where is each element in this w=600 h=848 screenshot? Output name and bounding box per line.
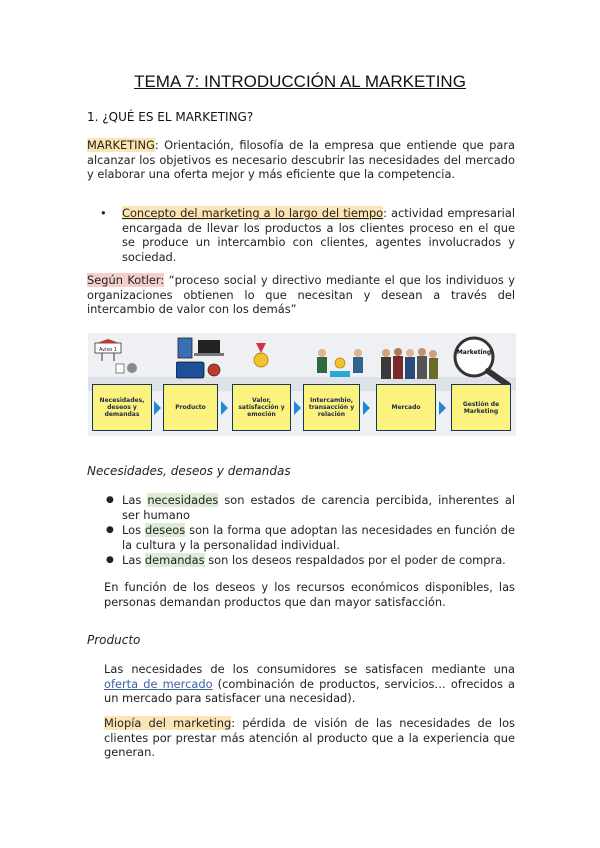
concepto-text-block	[122, 206, 515, 264]
bullet-post: son los deseos respaldados por el poder de compra.	[204, 553, 506, 567]
diagram-box-mercado: Mercado	[376, 384, 436, 431]
exchange-image	[314, 347, 368, 379]
producto-text-post: (combinación de productos, servicios… ofrecidos a un mercado para satisfacer una necesidad).	[104, 676, 515, 706]
page-title: TEMA 7: INTRODUCCIÓN AL MARKETING	[134, 72, 466, 91]
bullet-pre: Las	[122, 493, 148, 507]
section-heading: 1. ¿QUÉ ES EL MARKETING?	[87, 110, 254, 124]
diagram-arrow	[294, 401, 301, 415]
heading-necesidades: Necesidades, deseos y demandas	[87, 464, 291, 478]
sign-label: Aviso 1	[99, 347, 117, 353]
term-deseos: deseos	[145, 523, 186, 537]
bullet-pre: Los	[122, 523, 146, 537]
medal-image	[252, 343, 270, 371]
magnifier-label: Marketing	[456, 349, 492, 356]
concepto-text: : actividad empresarial encargada de llevar los productos a los clientes proceso en el que se produce un intercambio con clientes, agentes involucrados y sociedad.	[122, 206, 515, 264]
oferta-mercado-link[interactable]: oferta de mercado	[104, 676, 213, 691]
sign-image	[94, 339, 122, 357]
bullet-text	[122, 553, 515, 568]
diagram-arrow	[154, 401, 161, 415]
kotler-text: “proceso social y directivo mediante el que los individuos y organizaciones obtienen lo que necesitan y desean a través del intercambio de valor con los demás”	[87, 273, 515, 317]
diagram-box-producto: Producto	[163, 384, 218, 431]
diagram-box-valor: Valor, satisfacción y emoción	[232, 384, 291, 431]
marketing-text: : Orientación, filosofía de la empresa que entiende que para alcanzar los objetivos es necesario descubrir las necesidades del mercado y elaborar una oferta mejor y más eficiente que la competencia.	[87, 138, 515, 182]
diagram-box-intercambio: Intercambio, transacción y relación	[303, 384, 360, 431]
miopia-paragraph	[104, 716, 515, 760]
magnifier-image	[450, 335, 510, 387]
diagram-box-necesidades: Necesidades, deseos y demandas	[92, 384, 152, 431]
devices-image	[176, 336, 228, 380]
concepto-term: Concepto del marketing a lo largo del tiempo	[122, 206, 384, 220]
bullet-post: son la forma que adoptan las necesidades en función de la cultura y la personalidad individual.	[122, 523, 515, 552]
bullet-marker: ●	[106, 495, 114, 505]
diagram-arrow	[363, 401, 370, 415]
bullet-marker: ●	[106, 555, 114, 565]
bullet-post: son estados de carencia percibida, inherentes al ser humano	[122, 493, 515, 522]
term-necesidades: necesidades	[147, 493, 219, 507]
miopia-term: Miopía del marketing	[104, 716, 232, 730]
bullet-marker: •	[100, 206, 107, 220]
kotler-term: Según Kotler:	[87, 273, 165, 287]
bullet-text	[122, 523, 515, 552]
producto-text-pre: Las necesidades de los consumidores se satisfacen mediante una	[104, 662, 515, 676]
bullet-marker: ●	[106, 525, 114, 535]
term-demandas: demandas	[144, 553, 205, 567]
crowd-image	[378, 345, 438, 381]
heading-producto: Producto	[87, 633, 141, 647]
marketing-definition	[87, 138, 515, 182]
marketing-term: MARKETING	[87, 138, 155, 152]
marketing-process-diagram	[88, 333, 516, 436]
cup-image	[114, 360, 138, 374]
diagram-box-gestion: Gestión de Marketing	[451, 384, 511, 431]
diagram-arrow	[439, 401, 446, 415]
kotler-definition	[87, 273, 515, 317]
diagram-arrow	[221, 401, 228, 415]
producto-paragraph	[104, 662, 515, 706]
miopia-text: : pérdida de visión de las necesidades de los clientes por prestar más atención al producto que a la experiencia que generan.	[104, 716, 515, 760]
necesidades-closing: En función de los deseos y los recursos económicos disponibles, las personas demandan productos que dan mayor satisfacción.	[104, 580, 515, 609]
bullet-pre: Las	[122, 553, 145, 567]
bullet-text	[122, 493, 515, 522]
